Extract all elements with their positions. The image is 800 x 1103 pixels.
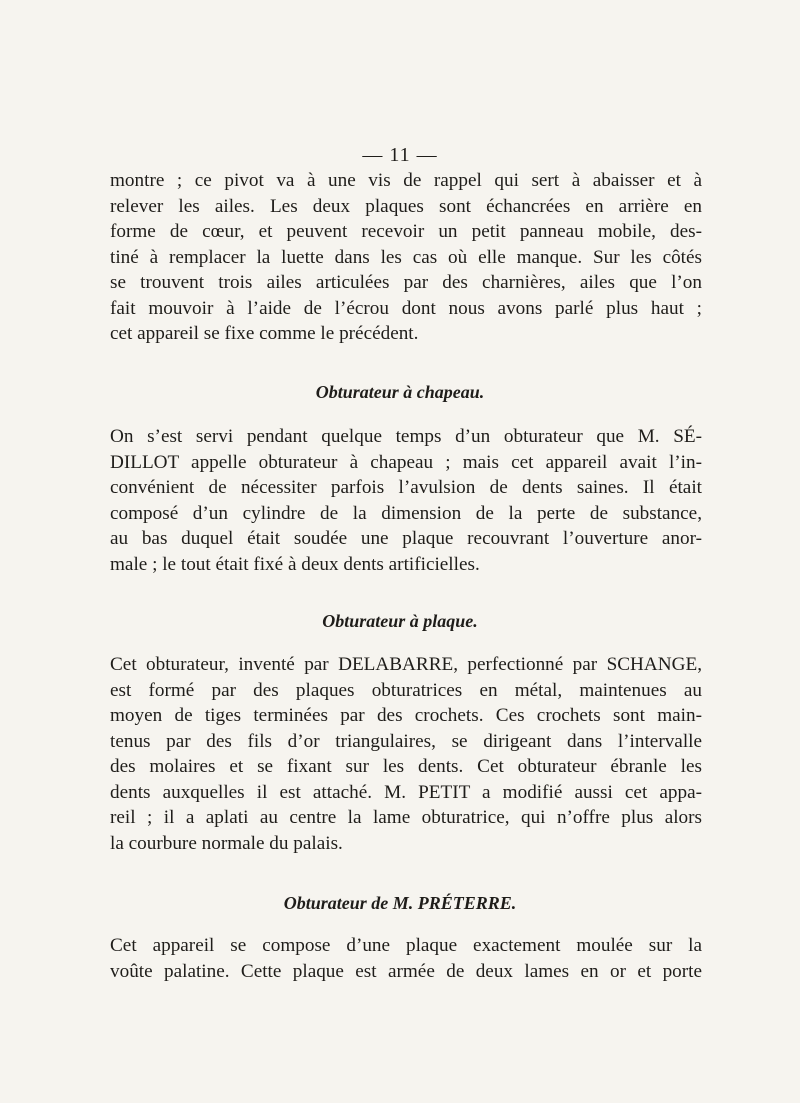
text-line: montre ; ce pivot va à une vis de rappel qui sert à abaisser et à	[110, 170, 702, 191]
text-line: moyen de tiges terminées par des crochets. Ces crochets sont main-	[110, 705, 702, 726]
text-line: forme de cœur, et peuvent recevoir un petit panneau mobile, des-	[110, 221, 702, 242]
text-line: Cet appareil se compose d’une plaque exactement moulée sur la	[110, 935, 702, 956]
text-line: Cet obturateur, inventé par DELABARRE, perfectionné par SCHANGE,	[110, 654, 702, 675]
text-line: la courbure normale du palais.	[110, 832, 343, 854]
section-paragraph	[110, 652, 702, 856]
text-line: fait mouvoir à l’aide de l’écrou dont nous avons parlé plus haut ;	[110, 297, 702, 319]
text-line: se trouvent trois ailes articulées par des charnières, ailes que l’on	[110, 272, 702, 293]
text-line: tiné à remplacer la luette dans les cas où elle manque. Sur les côtés	[110, 246, 702, 268]
text-line: DILLOT appelle obturateur à chapeau ; mais cet appareil avait l’in-	[110, 451, 702, 473]
text-line: convénient de nécessiter parfois l’avulsion de dents saines. Il était	[110, 477, 702, 498]
text-line: des molaires et se fixant sur les dents. Cet obturateur ébranle les	[110, 756, 702, 777]
section-paragraph	[110, 424, 702, 577]
text-line: est formé par des plaques obturatrices en métal, maintenues au	[110, 679, 702, 701]
text-line: reil ; il a aplati au centre la lame obturatrice, qui n’offre plus alors	[110, 807, 702, 828]
section-heading: Obturateur à plaque.	[322, 611, 478, 631]
section-heading: Obturateur de M. PRÉTERRE.	[283, 893, 517, 913]
text-line: voûte palatine. Cette plaque est armée de deux lames en or et porte	[110, 960, 702, 982]
section-heading: Obturateur à chapeau.	[315, 382, 485, 402]
text-line: male ; le tout était fixé à deux dents artificielles.	[110, 553, 480, 575]
intro-paragraph	[110, 168, 702, 347]
text-line: relever les ailes. Les deux plaques sont échancrées en arrière en	[110, 195, 702, 217]
text-line: On s’est servi pendant quelque temps d’un obturateur que M. SÉ-	[110, 426, 702, 447]
text-line: au bas duquel était soudée une plaque recouvrant l’ouverture anor-	[110, 528, 702, 549]
page-number: — 11 —	[362, 144, 438, 166]
section-paragraph	[110, 933, 702, 984]
text-line: composé d’un cylindre de la dimension de la perte de substance,	[110, 502, 702, 524]
text-line: dents auxquelles il est attaché. M. PETIT a modifié aussi cet appa-	[110, 781, 702, 803]
text-line: tenus par des fils d’or triangulaires, se dirigeant dans l’intervalle	[110, 730, 702, 752]
text-line: cet appareil se fixe comme le précédent.	[110, 323, 419, 344]
